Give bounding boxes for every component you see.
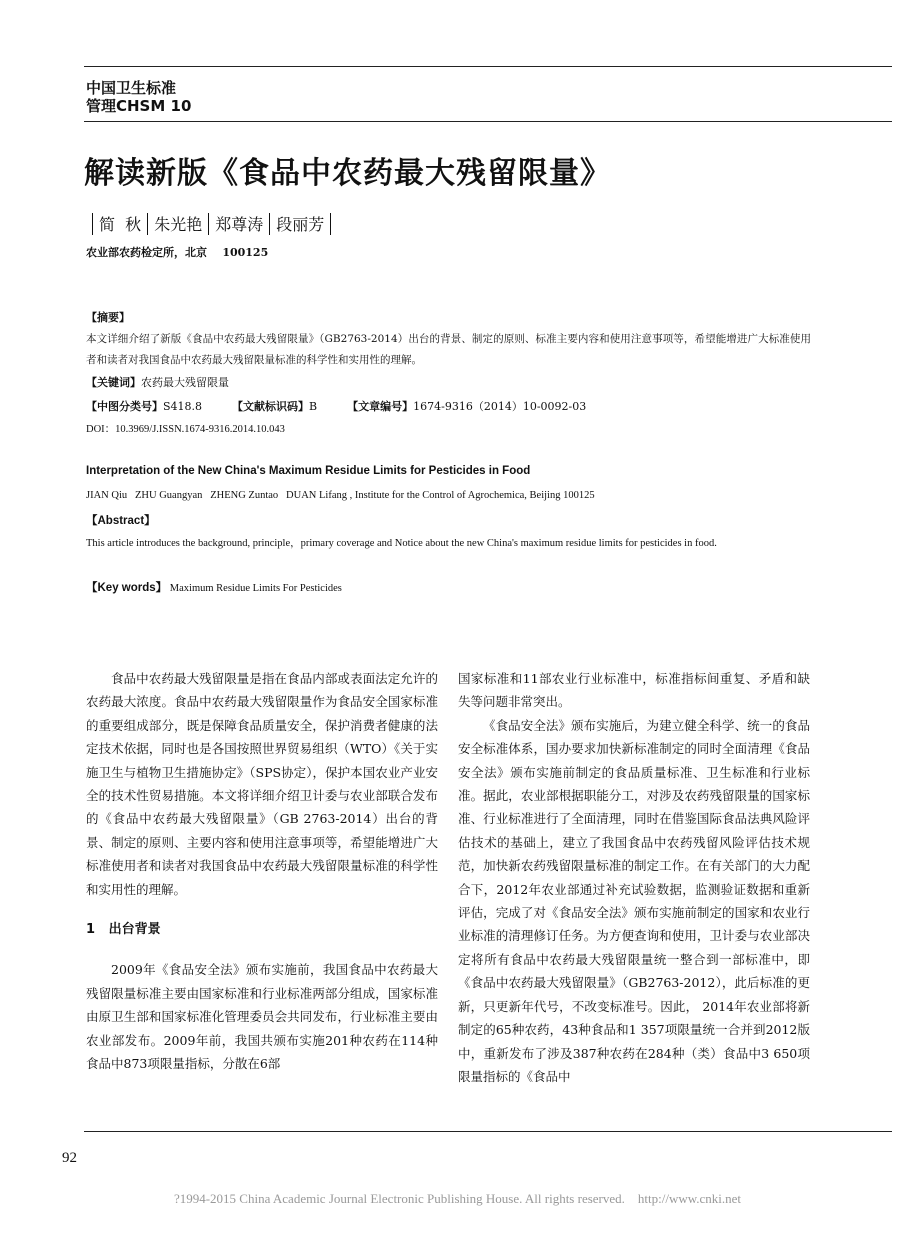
english-title: Interpretation of the New China's Maximum Residue Limits for Pesticides in Food (86, 465, 531, 477)
author-name: 段丽芳 (276, 215, 325, 234)
footer-rule (84, 1131, 892, 1132)
author-divider (147, 213, 148, 235)
journal-name (86, 79, 191, 115)
body-column-right (458, 667, 810, 1088)
keywords-cn (86, 374, 229, 390)
body-paragraph: 食品中农药最大残留限量是指在食品内部或表面法定允许的农药最大浓度。食品中农药最大残留限量作为食品安全国家标准的重要组成部分，既是保障食品质量安全，保护消费者健康的法定技术依据，同时也是各国按照世界贸易组织（WTO）《关于实施卫生与植物卫生措施协定》（SPS协定），保护本国农业产业安全的技术性贸易措施。本文将详细介绍卫计委与农业部联合发布的《食品中农药最大残留限量》（GB 2763-2014）出台的背景、制定的原则、主要内容和使用注意事项等，希望能增进广大标准使用者和读者对我国食品中农药最大残留限量标准的科学性和实用性的理解。 (86, 671, 438, 897)
header-top-rule (84, 66, 892, 67)
clc-value: S418.8 (163, 400, 203, 413)
article-number-label: 【文章编号】 (347, 400, 414, 413)
author-divider (330, 213, 331, 235)
abstract-text-en: This article introduces the background, principle，primary coverage and Notice about the new China's maximum residue limits for pesticides in food. (86, 538, 717, 549)
affiliation: 农业部农药检定所，北京 100125 (86, 246, 269, 259)
doccode-label: 【文献标识码】 (232, 400, 310, 413)
abstract-text-cn: 本文详细介绍了新版《食品中农药最大残留限量》（GB2763-2014）出台的背景、制定的原则、标准主要内容和使用注意事项等，希望能增进广大标准使用者和读者对我国食品中农药最大残留限量标准的科学性和实用性的理解。 (86, 333, 811, 366)
clc-label: 【中图分类号】 (86, 400, 163, 413)
journal-name-en: 管理CHSM 10 (86, 97, 192, 115)
english-authors: JIAN Qiu ZHU Guangyan ZHENG Zuntao DUAN Lifang , Institute for the Control of Agrochemica, Beijing 100125 (86, 490, 595, 501)
author-name: 郑尊涛 (215, 215, 264, 234)
author-divider (208, 213, 209, 235)
section-heading: 1 出台背景 (86, 922, 161, 938)
article-number-value: 1674-9316（2014）10-0092-03 (413, 400, 587, 413)
body-paragraph: 2009年《食品安全法》颁布实施前，我国食品中农药最大残留限量标准主要由国家标准和行业标准两部分组成，国家标准由原卫生部和国家标准化管理委员会共同发布，行业标准主要由农业部发布。2009年前，我国共颁布实施201种农药在114种食品中873项限量指标，分散在6部 (86, 962, 438, 1072)
copyright-notice: ?1994-2015 China Academic Journal Electronic Publishing House. All rights reserved. http://www.cnki.net (173, 1191, 742, 1206)
header-bottom-rule (84, 121, 892, 122)
body-paragraph: 《食品安全法》颁布实施后，为建立健全科学、统一的食品安全标准体系，国办要求加快新标准制定的同时全面清理《食品安全法》颁布实施前制定的食品质量标准、卫生标准和行业标准。据此，农业部根据职能分工，对涉及农药残留限量的国家标准、行业标准进行了全面清理，同时在借鉴国际食品法典风险评估技术的基础上，建立了我国食品中农药残留风险评估技术规范，加快新农药残留限量标准的制定工作。在有关部门的大力配合下，2012年农业部通过补充试验数据，监测验证数据和重新评估，完成了对《食品安全法》颁布实施前制定的国家和农业行业标准的清理修订任务。为方便查询和使用，卫计委与农业部决定将所有食品中农药最大残留限量统一整合到一部标准中，即《食品中农药最大残留限量》（GB2763-2012），此后标准的更新，只更新年代号，不改变标准号。因此， 2014年农业部将新制定的65种农药，43种食品和1 357项限量统一合并到2012版中，重新发布了涉及387种农药在284种（类）食品中3 650项限量指标的《食品中 (458, 717, 810, 1084)
author-name: 简 秋 (99, 215, 142, 234)
author-divider (92, 213, 93, 235)
author-divider (269, 213, 270, 235)
keywords-value-cn: 农药最大残留限量 (141, 376, 229, 389)
doccode-value: B (309, 400, 318, 413)
keywords-en (86, 579, 342, 595)
abstract-label-cn: 【摘要】 (86, 311, 130, 324)
body-column-left (86, 667, 438, 1076)
abstract-label-en: 【Abstract】 (86, 515, 156, 527)
classification-line (86, 398, 586, 414)
keywords-label-en: 【Key words】 (86, 582, 168, 594)
journal-name-cn: 中国卫生标准 (86, 79, 177, 97)
author-name: 朱光艳 (154, 215, 203, 234)
page-number: 92 (62, 1150, 77, 1166)
author-list (86, 212, 337, 235)
keywords-label-cn: 【关键词】 (86, 376, 141, 389)
article-title: 解读新版《食品中农药最大残留限量》 (84, 156, 611, 191)
body-paragraph: 国家标准和11部农业行业标准中，标准指标间重复、矛盾和缺失等问题非常突出。 (458, 671, 810, 710)
doi: DOI：10.3969/J.ISSN.1674-9316.2014.10.043 (86, 424, 285, 435)
keywords-value-en: Maximum Residue Limits For Pesticides (169, 583, 342, 594)
